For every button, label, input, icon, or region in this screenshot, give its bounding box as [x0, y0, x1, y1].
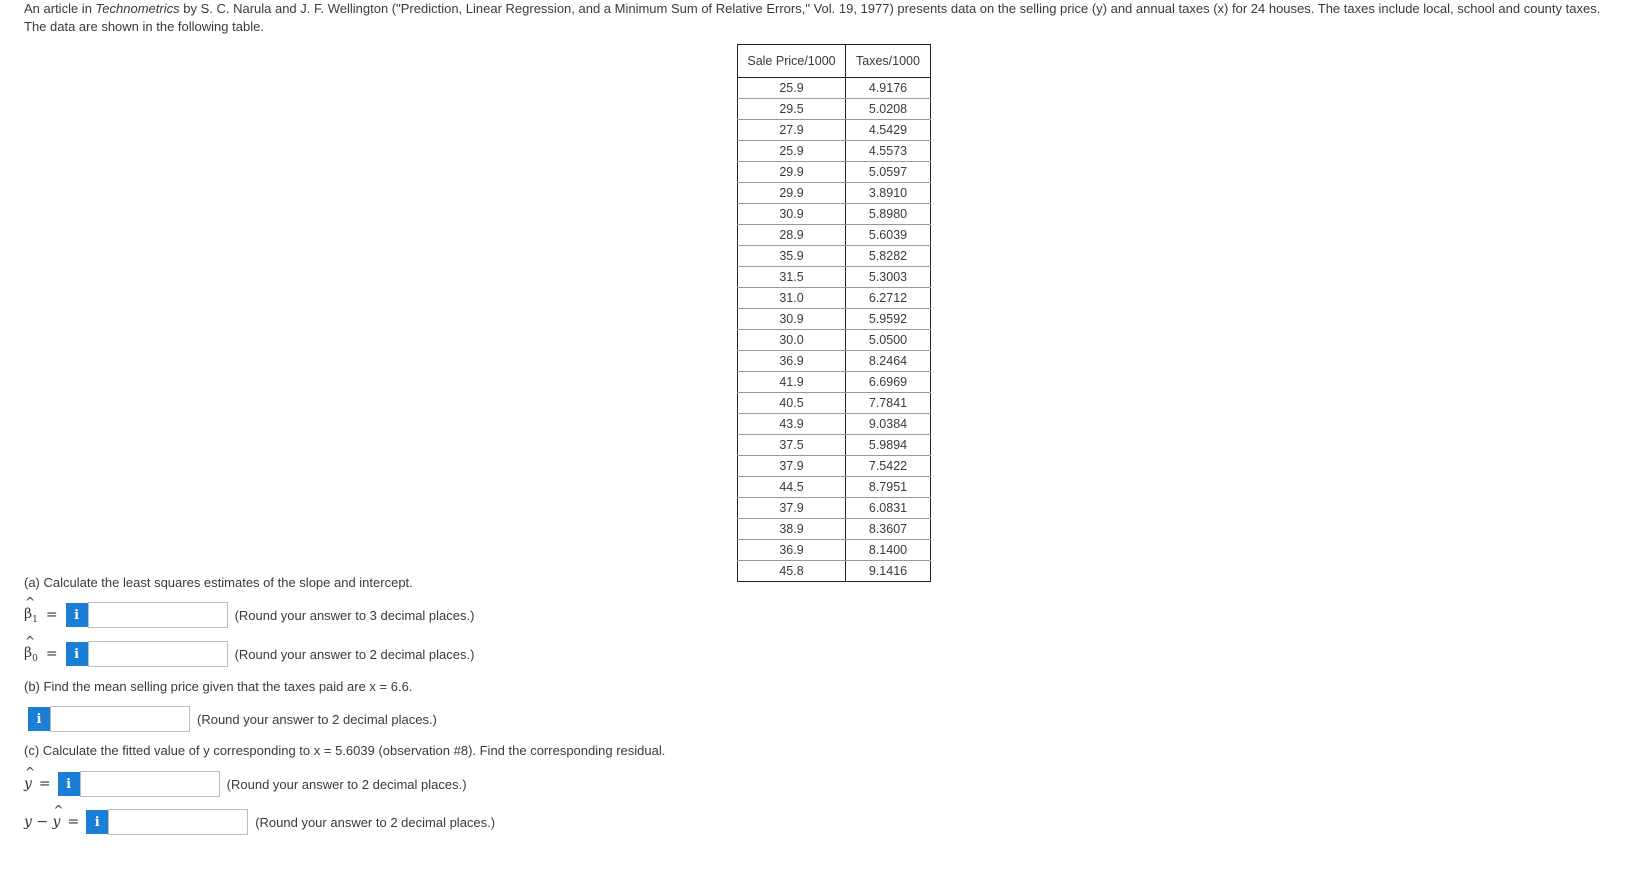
mean-price-input[interactable] — [50, 706, 190, 732]
table-row — [738, 78, 931, 99]
beta0-input[interactable] — [88, 641, 228, 667]
beta0-hint: (Round your answer to 2 decimal places.) — [234, 646, 475, 662]
question-b: (b) Find the mean selling price given that the taxes paid are x = 6.6. — [24, 679, 413, 694]
yhat-input[interactable] — [80, 771, 220, 797]
taxes-cell: 9.0384 — [846, 414, 931, 435]
sale-price-cell: 44.5 — [738, 477, 846, 498]
residual-input[interactable] — [108, 809, 248, 835]
equals-sign: = — [67, 814, 80, 830]
sale-price-cell: 30.0 — [738, 330, 846, 351]
table-row — [738, 540, 931, 561]
sale-price-cell: 40.5 — [738, 393, 846, 414]
sale-price-cell: 29.5 — [738, 99, 846, 120]
intro-text-2: by S. C. Narula and J. F. Wellington ("Prediction, Linear Regression, and a Minimum Sum of Relative Errors," Vol. 19, 1977) presents data on the selling price (y) and annual taxes (x) for 24 houses. The taxes include local, school and county taxes. The data are shown in the following table. — [24, 1, 1601, 34]
sale-price-cell: 31.5 — [738, 267, 846, 288]
table-row — [738, 561, 931, 582]
beta1-input[interactable] — [88, 602, 228, 628]
info-icon[interactable]: i — [58, 772, 80, 796]
table-row — [738, 414, 931, 435]
sale-price-cell: 45.8 — [738, 561, 846, 582]
yhat-row — [24, 771, 467, 797]
table-row — [738, 246, 931, 267]
taxes-cell: 5.6039 — [846, 225, 931, 246]
question-a: (a) Calculate the least squares estimates of the slope and intercept. — [24, 575, 413, 590]
beta0-row — [24, 641, 474, 667]
taxes-cell: 8.1400 — [846, 540, 931, 561]
sale-price-cell: 43.9 — [738, 414, 846, 435]
residual-label: y − ^ y — [24, 814, 60, 830]
taxes-cell: 6.2712 — [846, 288, 931, 309]
table-row — [738, 330, 931, 351]
taxes-cell: 6.0831 — [846, 498, 931, 519]
table-row — [738, 288, 931, 309]
table-row — [738, 456, 931, 477]
taxes-cell: 5.3003 — [846, 267, 931, 288]
equals-sign: = — [38, 776, 51, 792]
beta1-row — [24, 602, 474, 628]
taxes-cell: 5.0500 — [846, 330, 931, 351]
table-body — [738, 78, 931, 582]
mean-price-hint: (Round your answer to 2 decimal places.) — [197, 711, 437, 727]
equals-sign: = — [45, 607, 58, 623]
taxes-cell: 6.6969 — [846, 372, 931, 393]
sale-price-cell: 30.9 — [738, 204, 846, 225]
info-icon[interactable]: i — [66, 603, 88, 627]
taxes-cell: 4.5429 — [846, 120, 931, 141]
sale-price-cell: 35.9 — [738, 246, 846, 267]
table-row — [738, 162, 931, 183]
table-row — [738, 309, 931, 330]
taxes-cell: 5.9592 — [846, 309, 931, 330]
table-row — [738, 99, 931, 120]
table-row — [738, 141, 931, 162]
sale-price-cell: 25.9 — [738, 78, 846, 99]
table-row — [738, 435, 931, 456]
data-table — [737, 44, 931, 582]
table-row — [738, 477, 931, 498]
equals-sign: = — [45, 646, 58, 662]
table-header-row — [738, 45, 931, 78]
beta1-label: ^ $\beta_1$ — [24, 606, 38, 625]
intro-paragraph — [24, 0, 1624, 36]
table-row — [738, 183, 931, 204]
sale-price-cell: 31.0 — [738, 288, 846, 309]
yhat-hint: (Round your answer to 2 decimal places.) — [226, 776, 467, 792]
sale-price-cell: 27.9 — [738, 120, 846, 141]
beta0-label: ^ $\beta_0$ — [24, 645, 38, 664]
taxes-cell: 5.0208 — [846, 99, 931, 120]
sale-price-cell: 37.9 — [738, 456, 846, 477]
header-sale-price: Sale Price/1000 — [738, 45, 846, 78]
yhat-label: ^ y — [24, 776, 32, 792]
taxes-cell: 7.5422 — [846, 456, 931, 477]
table-row — [738, 351, 931, 372]
taxes-cell: 8.3607 — [846, 519, 931, 540]
residual-hint: (Round your answer to 2 decimal places.) — [255, 814, 496, 830]
taxes-cell: 9.1416 — [846, 561, 931, 582]
intro-text-1: An article in — [24, 1, 96, 16]
mean-price-row — [28, 706, 437, 732]
taxes-cell: 4.5573 — [846, 141, 931, 162]
taxes-cell: 5.0597 — [846, 162, 931, 183]
taxes-cell: 4.9176 — [846, 78, 931, 99]
info-icon[interactable]: i — [66, 642, 88, 666]
sale-price-cell: 36.9 — [738, 540, 846, 561]
table-row — [738, 204, 931, 225]
taxes-cell: 5.8980 — [846, 204, 931, 225]
sale-price-cell: 29.9 — [738, 162, 846, 183]
table-row — [738, 267, 931, 288]
table-row — [738, 120, 931, 141]
taxes-cell: 3.8910 — [846, 183, 931, 204]
table-row — [738, 393, 931, 414]
sale-price-cell: 41.9 — [738, 372, 846, 393]
taxes-cell: 7.7841 — [846, 393, 931, 414]
sale-price-cell: 36.9 — [738, 351, 846, 372]
info-icon[interactable]: i — [86, 810, 108, 834]
taxes-cell: 5.8282 — [846, 246, 931, 267]
taxes-cell: 8.2464 — [846, 351, 931, 372]
table-row — [738, 225, 931, 246]
beta1-hint: (Round your answer to 3 decimal places.) — [234, 607, 475, 623]
sale-price-cell: 30.9 — [738, 309, 846, 330]
header-taxes: Taxes/1000 — [846, 45, 931, 78]
taxes-cell: 8.7951 — [846, 477, 931, 498]
question-c: (c) Calculate the fitted value of y corresponding to x = 5.6039 (observation #8). Find the corresponding residual. — [24, 743, 666, 758]
residual-row — [24, 809, 495, 835]
sale-price-cell: 25.9 — [738, 141, 846, 162]
table-row — [738, 372, 931, 393]
sale-price-cell: 37.5 — [738, 435, 846, 456]
table-row — [738, 519, 931, 540]
journal-name: Technometrics — [95, 1, 180, 16]
info-icon[interactable]: i — [28, 707, 50, 731]
sale-price-cell: 38.9 — [738, 519, 846, 540]
table-row — [738, 498, 931, 519]
sale-price-cell: 37.9 — [738, 498, 846, 519]
sale-price-cell: 29.9 — [738, 183, 846, 204]
taxes-cell: 5.9894 — [846, 435, 931, 456]
sale-price-cell: 28.9 — [738, 225, 846, 246]
